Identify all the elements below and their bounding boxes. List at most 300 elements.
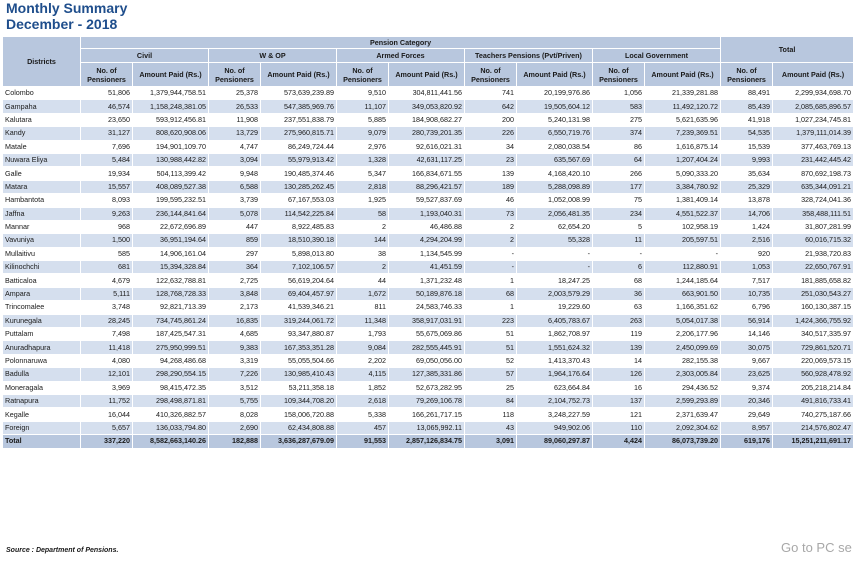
value-cell: 949,902.06 bbox=[517, 421, 593, 434]
value-cell: 9,510 bbox=[337, 87, 389, 100]
value-cell: 573,639,239.89 bbox=[261, 87, 337, 100]
value-cell: - bbox=[645, 247, 721, 260]
value-cell: 199,595,232.51 bbox=[133, 194, 209, 207]
value-cell: 184,908,682.27 bbox=[389, 113, 465, 126]
district-cell: Kalutara bbox=[3, 113, 81, 126]
value-cell: 10,735 bbox=[721, 287, 773, 300]
value-cell: 121 bbox=[593, 408, 645, 421]
value-cell: 23 bbox=[465, 153, 517, 166]
value-cell: 122,632,788.81 bbox=[133, 274, 209, 287]
value-cell: 2 bbox=[465, 234, 517, 247]
value-cell: 128,768,728.33 bbox=[133, 287, 209, 300]
value-cell: 50,189,876.18 bbox=[389, 287, 465, 300]
value-cell: 22,672,696.89 bbox=[133, 220, 209, 233]
table-row bbox=[3, 207, 854, 220]
value-cell: 14,906,161.04 bbox=[133, 247, 209, 260]
value-cell: 3,636,287,679.09 bbox=[261, 435, 337, 448]
table-row bbox=[3, 274, 854, 287]
value-cell: 2 bbox=[337, 261, 389, 274]
value-cell: 2,056,481.35 bbox=[517, 207, 593, 220]
value-cell: 130,985,410.43 bbox=[261, 368, 337, 381]
value-cell: 15,539 bbox=[721, 140, 773, 153]
value-cell: 1,852 bbox=[337, 381, 389, 394]
value-cell: 55,675,069.86 bbox=[389, 328, 465, 341]
table-row bbox=[3, 87, 854, 100]
value-cell: 194,901,109.70 bbox=[133, 140, 209, 153]
value-cell: 2,303,005.84 bbox=[645, 368, 721, 381]
value-cell: 55,328 bbox=[517, 234, 593, 247]
value-cell: 5,898,013.80 bbox=[261, 247, 337, 260]
value-cell: 1,551,624.32 bbox=[517, 341, 593, 354]
value-cell: 4,424 bbox=[593, 435, 645, 448]
value-cell: 69,404,457.97 bbox=[261, 287, 337, 300]
group-header-teachers: Teachers Pensions (Pvt/Priven) bbox=[465, 49, 593, 63]
value-cell: 1,500 bbox=[81, 234, 133, 247]
value-cell: 8,093 bbox=[81, 194, 133, 207]
total-header: Total bbox=[721, 37, 854, 63]
value-cell: 3,319 bbox=[209, 354, 261, 367]
page-subtitle: December - 2018 bbox=[6, 16, 118, 32]
value-cell: 110 bbox=[593, 421, 645, 434]
value-cell: 811 bbox=[337, 301, 389, 314]
value-cell: 1,413,370.43 bbox=[517, 354, 593, 367]
value-cell: 62,434,808.88 bbox=[261, 421, 337, 434]
table-row bbox=[3, 234, 854, 247]
value-cell: 5,090,333.20 bbox=[645, 167, 721, 180]
value-cell: 5,347 bbox=[337, 167, 389, 180]
value-cell: 14,146 bbox=[721, 328, 773, 341]
value-cell: 25,378 bbox=[209, 87, 261, 100]
value-cell: 1,862,708.97 bbox=[517, 328, 593, 341]
value-cell: 2,104,752.73 bbox=[517, 394, 593, 407]
monthly-summary-table bbox=[2, 36, 854, 449]
value-cell: 182,888 bbox=[209, 435, 261, 448]
value-cell: 364 bbox=[209, 261, 261, 274]
value-cell: 681 bbox=[81, 261, 133, 274]
value-cell: 2,976 bbox=[337, 140, 389, 153]
value-cell: 21,339,281.88 bbox=[645, 87, 721, 100]
value-cell: 298,290,554.15 bbox=[133, 368, 209, 381]
value-cell: 1,379,944,758.51 bbox=[133, 87, 209, 100]
value-cell: 86,073,739.20 bbox=[645, 435, 721, 448]
district-cell: Moneragala bbox=[3, 381, 81, 394]
value-cell: 38 bbox=[337, 247, 389, 260]
district-cell: Matara bbox=[3, 180, 81, 193]
value-cell: 593,912,456.81 bbox=[133, 113, 209, 126]
value-cell: 41,539,346.21 bbox=[261, 301, 337, 314]
value-cell: 5,078 bbox=[209, 207, 261, 220]
value-cell: 51,806 bbox=[81, 87, 133, 100]
value-cell: 5,338 bbox=[337, 408, 389, 421]
district-cell: Batticaloa bbox=[3, 274, 81, 287]
value-cell: 1,134,545.99 bbox=[389, 247, 465, 260]
value-cell: 79,269,106.78 bbox=[389, 394, 465, 407]
value-cell: 275,960,815.71 bbox=[261, 127, 337, 140]
value-cell: 220,069,573.15 bbox=[773, 354, 854, 367]
value-cell: 663,901.50 bbox=[645, 287, 721, 300]
value-cell: 73 bbox=[465, 207, 517, 220]
value-cell: 3,094 bbox=[209, 153, 261, 166]
value-cell: 102,958.19 bbox=[645, 220, 721, 233]
table-row bbox=[3, 167, 854, 180]
value-cell: 75 bbox=[593, 194, 645, 207]
district-cell: Gampaha bbox=[3, 100, 81, 113]
value-cell: 15,557 bbox=[81, 180, 133, 193]
value-cell: 859 bbox=[209, 234, 261, 247]
value-cell: 68 bbox=[465, 287, 517, 300]
value-cell: 275,950,999.51 bbox=[133, 341, 209, 354]
value-cell: 15,394,328.84 bbox=[133, 261, 209, 274]
value-cell: 91,553 bbox=[337, 435, 389, 448]
value-cell: 263 bbox=[593, 314, 645, 327]
value-cell: 13,065,992.11 bbox=[389, 421, 465, 434]
value-cell: 68 bbox=[593, 274, 645, 287]
value-cell: 57 bbox=[465, 368, 517, 381]
value-cell: 328,724,041.36 bbox=[773, 194, 854, 207]
value-cell: 11,908 bbox=[209, 113, 261, 126]
value-cell: 112,880.91 bbox=[645, 261, 721, 274]
value-cell: 181,885,658.82 bbox=[773, 274, 854, 287]
value-cell: 9,084 bbox=[337, 341, 389, 354]
value-cell: 7,226 bbox=[209, 368, 261, 381]
value-cell: 52,673,282.95 bbox=[389, 381, 465, 394]
value-cell: 5,111 bbox=[81, 287, 133, 300]
value-cell: 319,244,061.72 bbox=[261, 314, 337, 327]
value-cell: 6,796 bbox=[721, 301, 773, 314]
value-cell: 410,326,882.57 bbox=[133, 408, 209, 421]
value-cell: 547,385,969.76 bbox=[261, 100, 337, 113]
value-cell: 86 bbox=[593, 140, 645, 153]
value-cell: 88,491 bbox=[721, 87, 773, 100]
value-cell: 1,207,404.24 bbox=[645, 153, 721, 166]
value-cell: 205,597.51 bbox=[645, 234, 721, 247]
value-cell: 642 bbox=[465, 100, 517, 113]
value-cell: 9,263 bbox=[81, 207, 133, 220]
value-cell: 126 bbox=[593, 368, 645, 381]
value-cell: - bbox=[517, 247, 593, 260]
value-cell: 34 bbox=[465, 140, 517, 153]
value-cell: 46,574 bbox=[81, 100, 133, 113]
value-cell: 2,085,685,896.57 bbox=[773, 100, 854, 113]
district-cell: Puttalam bbox=[3, 328, 81, 341]
value-cell: 457 bbox=[337, 421, 389, 434]
value-cell: 20,346 bbox=[721, 394, 773, 407]
amount-paid-header: Amount Paid (Rs.) bbox=[133, 63, 209, 87]
value-cell: 29,649 bbox=[721, 408, 773, 421]
value-cell: 18,247.25 bbox=[517, 274, 593, 287]
district-cell: Hambantota bbox=[3, 194, 81, 207]
district-cell: Kurunegala bbox=[3, 314, 81, 327]
value-cell: 67,167,553.03 bbox=[261, 194, 337, 207]
value-cell: 13,878 bbox=[721, 194, 773, 207]
value-cell: 4,685 bbox=[209, 328, 261, 341]
value-cell: 1,244,185.64 bbox=[645, 274, 721, 287]
value-cell: 187,425,547.31 bbox=[133, 328, 209, 341]
value-cell: 9,374 bbox=[721, 381, 773, 394]
table-row bbox=[3, 314, 854, 327]
value-cell: 5,484 bbox=[81, 153, 133, 166]
table-row bbox=[3, 341, 854, 354]
district-cell: Badulla bbox=[3, 368, 81, 381]
value-cell: 205,218,214.84 bbox=[773, 381, 854, 394]
value-cell: 447 bbox=[209, 220, 261, 233]
value-cell: 1,193,040.31 bbox=[389, 207, 465, 220]
value-cell: 44 bbox=[337, 274, 389, 287]
value-cell: 5,755 bbox=[209, 394, 261, 407]
value-cell: 1,793 bbox=[337, 328, 389, 341]
value-cell: 28,245 bbox=[81, 314, 133, 327]
value-cell: 177 bbox=[593, 180, 645, 193]
value-cell: 1,616,875.14 bbox=[645, 140, 721, 153]
value-cell: 11,348 bbox=[337, 314, 389, 327]
value-cell: 98,415,472.35 bbox=[133, 381, 209, 394]
value-cell: 55,979,913.42 bbox=[261, 153, 337, 166]
value-cell: 36,951,194.64 bbox=[133, 234, 209, 247]
value-cell: 1,371,232.48 bbox=[389, 274, 465, 287]
table-row bbox=[3, 113, 854, 126]
value-cell: 1,158,248,381.05 bbox=[133, 100, 209, 113]
amount-paid-header: Amount Paid (Rs.) bbox=[773, 63, 854, 87]
amount-paid-header: Amount Paid (Rs.) bbox=[645, 63, 721, 87]
value-cell: 9,079 bbox=[337, 127, 389, 140]
table-row bbox=[3, 328, 854, 341]
value-cell: 89,060,297.87 bbox=[517, 435, 593, 448]
value-cell: 297 bbox=[209, 247, 261, 260]
value-cell: 137 bbox=[593, 394, 645, 407]
value-cell: 358,488,111.51 bbox=[773, 207, 854, 220]
value-cell: 92,616,021.31 bbox=[389, 140, 465, 153]
value-cell: 740,275,187.66 bbox=[773, 408, 854, 421]
activation-watermark: Go to PC se bbox=[781, 540, 852, 555]
value-cell: 6,550,719.76 bbox=[517, 127, 593, 140]
value-cell: - bbox=[465, 247, 517, 260]
value-cell: 43 bbox=[465, 421, 517, 434]
value-cell: 2,450,099.69 bbox=[645, 341, 721, 354]
value-cell: 294,436.52 bbox=[645, 381, 721, 394]
value-cell: 1,381,409.14 bbox=[645, 194, 721, 207]
value-cell: 11,418 bbox=[81, 341, 133, 354]
value-cell: 16,044 bbox=[81, 408, 133, 421]
group-header-wop: W & OP bbox=[209, 49, 337, 63]
value-cell: 166,261,717.15 bbox=[389, 408, 465, 421]
value-cell: 35,634 bbox=[721, 167, 773, 180]
value-cell: 24,583,746.33 bbox=[389, 301, 465, 314]
table-row bbox=[3, 247, 854, 260]
value-cell: 30,075 bbox=[721, 341, 773, 354]
value-cell: 3,969 bbox=[81, 381, 133, 394]
value-cell: 741 bbox=[465, 87, 517, 100]
value-cell: 86,249,724.44 bbox=[261, 140, 337, 153]
value-cell: 968 bbox=[81, 220, 133, 233]
value-cell: 41,918 bbox=[721, 113, 773, 126]
value-cell: 92,821,713.39 bbox=[133, 301, 209, 314]
value-cell: 2,725 bbox=[209, 274, 261, 287]
value-cell: 275 bbox=[593, 113, 645, 126]
value-cell: 6,405,783.67 bbox=[517, 314, 593, 327]
value-cell: 635,567.69 bbox=[517, 153, 593, 166]
value-cell: 3,384,780.92 bbox=[645, 180, 721, 193]
value-cell: 2,003,579.29 bbox=[517, 287, 593, 300]
value-cell: 4,679 bbox=[81, 274, 133, 287]
district-cell: Ratnapura bbox=[3, 394, 81, 407]
value-cell: 374 bbox=[593, 127, 645, 140]
value-cell: 11,492,120.72 bbox=[645, 100, 721, 113]
value-cell: 2,818 bbox=[337, 180, 389, 193]
value-cell: 408,089,527.38 bbox=[133, 180, 209, 193]
value-cell: 4,294,204.99 bbox=[389, 234, 465, 247]
value-cell: 870,692,198.73 bbox=[773, 167, 854, 180]
value-cell: 623,664.84 bbox=[517, 381, 593, 394]
table-row bbox=[3, 220, 854, 233]
value-cell: 2,857,126,834.75 bbox=[389, 435, 465, 448]
district-cell: Ampara bbox=[3, 287, 81, 300]
value-cell: 51 bbox=[465, 341, 517, 354]
value-cell: 130,988,442.82 bbox=[133, 153, 209, 166]
value-cell: 2,202 bbox=[337, 354, 389, 367]
value-cell: 119 bbox=[593, 328, 645, 341]
value-cell: 1,424 bbox=[721, 220, 773, 233]
value-cell: 36 bbox=[593, 287, 645, 300]
value-cell: 19,934 bbox=[81, 167, 133, 180]
value-cell: 236,144,841.64 bbox=[133, 207, 209, 220]
value-cell: 5,240,131.98 bbox=[517, 113, 593, 126]
value-cell: 52 bbox=[465, 354, 517, 367]
district-cell: Mannar bbox=[3, 220, 81, 233]
value-cell: 1,328 bbox=[337, 153, 389, 166]
district-cell: Nuwara Eliya bbox=[3, 153, 81, 166]
value-cell: 127,385,331.86 bbox=[389, 368, 465, 381]
value-cell: 2,690 bbox=[209, 421, 261, 434]
value-cell: 2,516 bbox=[721, 234, 773, 247]
table-row bbox=[3, 301, 854, 314]
table-row bbox=[3, 127, 854, 140]
value-cell: 234 bbox=[593, 207, 645, 220]
value-cell: 60,016,715.32 bbox=[773, 234, 854, 247]
value-cell: 11,752 bbox=[81, 394, 133, 407]
value-cell: 46 bbox=[465, 194, 517, 207]
value-cell: 1,925 bbox=[337, 194, 389, 207]
value-cell: 25 bbox=[465, 381, 517, 394]
district-cell: Galle bbox=[3, 167, 81, 180]
value-cell: - bbox=[593, 247, 645, 260]
value-cell: 5,621,635.96 bbox=[645, 113, 721, 126]
value-cell: 56,619,204.64 bbox=[261, 274, 337, 287]
value-cell: 88,296,421.57 bbox=[389, 180, 465, 193]
value-cell: 1,056 bbox=[593, 87, 645, 100]
district-cell: Kilinochchi bbox=[3, 261, 81, 274]
source-note: Source : Department of Pensions. bbox=[6, 547, 119, 554]
value-cell: - bbox=[465, 261, 517, 274]
value-cell: 282,155.38 bbox=[645, 354, 721, 367]
table-row bbox=[3, 261, 854, 274]
value-cell: 298,498,871.81 bbox=[133, 394, 209, 407]
value-cell: 1,052,008.99 bbox=[517, 194, 593, 207]
district-cell: Kegalle bbox=[3, 408, 81, 421]
value-cell: 8,582,663,140.26 bbox=[133, 435, 209, 448]
value-cell: 166,834,671.55 bbox=[389, 167, 465, 180]
value-cell: 8,957 bbox=[721, 421, 773, 434]
value-cell: 2,080,038.54 bbox=[517, 140, 593, 153]
value-cell: 2 bbox=[465, 220, 517, 233]
district-cell: Trincomalee bbox=[3, 301, 81, 314]
value-cell: - bbox=[517, 261, 593, 274]
value-cell: 2,173 bbox=[209, 301, 261, 314]
value-cell: 223 bbox=[465, 314, 517, 327]
value-cell: 337,220 bbox=[81, 435, 133, 448]
value-cell: 4,747 bbox=[209, 140, 261, 153]
value-cell: 4,551,522.37 bbox=[645, 207, 721, 220]
no-of-pensioners-header: No. of Pensioners bbox=[465, 63, 517, 87]
group-header-civil: Civil bbox=[81, 49, 209, 63]
value-cell: 21,938,720.83 bbox=[773, 247, 854, 260]
value-cell: 19,505,604.12 bbox=[517, 100, 593, 113]
no-of-pensioners-header: No. of Pensioners bbox=[593, 63, 645, 87]
value-cell: 12,101 bbox=[81, 368, 133, 381]
value-cell: 59,527,837.69 bbox=[389, 194, 465, 207]
value-cell: 2,371,639.47 bbox=[645, 408, 721, 421]
value-cell: 4,168,420.10 bbox=[517, 167, 593, 180]
value-cell: 42,631,117.25 bbox=[389, 153, 465, 166]
value-cell: 214,576,802.47 bbox=[773, 421, 854, 434]
value-cell: 2 bbox=[337, 220, 389, 233]
value-cell: 58 bbox=[337, 207, 389, 220]
value-cell: 18,510,390.18 bbox=[261, 234, 337, 247]
table-row bbox=[3, 287, 854, 300]
district-cell: Matale bbox=[3, 140, 81, 153]
value-cell: 2,299,934,698.70 bbox=[773, 87, 854, 100]
value-cell: 31,807,281.99 bbox=[773, 220, 854, 233]
table-row bbox=[3, 140, 854, 153]
value-cell: 2,206,177.96 bbox=[645, 328, 721, 341]
value-cell: 51 bbox=[465, 328, 517, 341]
value-cell: 13,729 bbox=[209, 127, 261, 140]
value-cell: 4,080 bbox=[81, 354, 133, 367]
district-cell: Polonnaruwa bbox=[3, 354, 81, 367]
no-of-pensioners-header: No. of Pensioners bbox=[81, 63, 133, 87]
value-cell: 920 bbox=[721, 247, 773, 260]
value-cell: 504,113,399.42 bbox=[133, 167, 209, 180]
value-cell: 93,347,880.87 bbox=[261, 328, 337, 341]
value-cell: 1 bbox=[465, 301, 517, 314]
value-cell: 4,115 bbox=[337, 368, 389, 381]
value-cell: 3,848 bbox=[209, 287, 261, 300]
table-row bbox=[3, 421, 854, 434]
value-cell: 808,620,908.06 bbox=[133, 127, 209, 140]
table-row bbox=[3, 354, 854, 367]
value-cell: 20,199,976.86 bbox=[517, 87, 593, 100]
value-cell: 1,027,234,745.81 bbox=[773, 113, 854, 126]
value-cell: 15,251,211,691.17 bbox=[773, 435, 854, 448]
value-cell: 62,654.20 bbox=[517, 220, 593, 233]
value-cell: 84 bbox=[465, 394, 517, 407]
value-cell: 139 bbox=[465, 167, 517, 180]
total-row bbox=[3, 435, 854, 448]
amount-paid-header: Amount Paid (Rs.) bbox=[389, 63, 465, 87]
value-cell: 63 bbox=[593, 301, 645, 314]
value-cell: 7,517 bbox=[721, 274, 773, 287]
value-cell: 14,706 bbox=[721, 207, 773, 220]
value-cell: 1,379,111,014.39 bbox=[773, 127, 854, 140]
value-cell: 55,055,504.66 bbox=[261, 354, 337, 367]
value-cell: 9,667 bbox=[721, 354, 773, 367]
district-cell: Jaffna bbox=[3, 207, 81, 220]
value-cell: 160,130,387.15 bbox=[773, 301, 854, 314]
table-row bbox=[3, 153, 854, 166]
district-cell: Anuradhapura bbox=[3, 341, 81, 354]
table-row bbox=[3, 194, 854, 207]
value-cell: 14 bbox=[593, 354, 645, 367]
table-row bbox=[3, 381, 854, 394]
